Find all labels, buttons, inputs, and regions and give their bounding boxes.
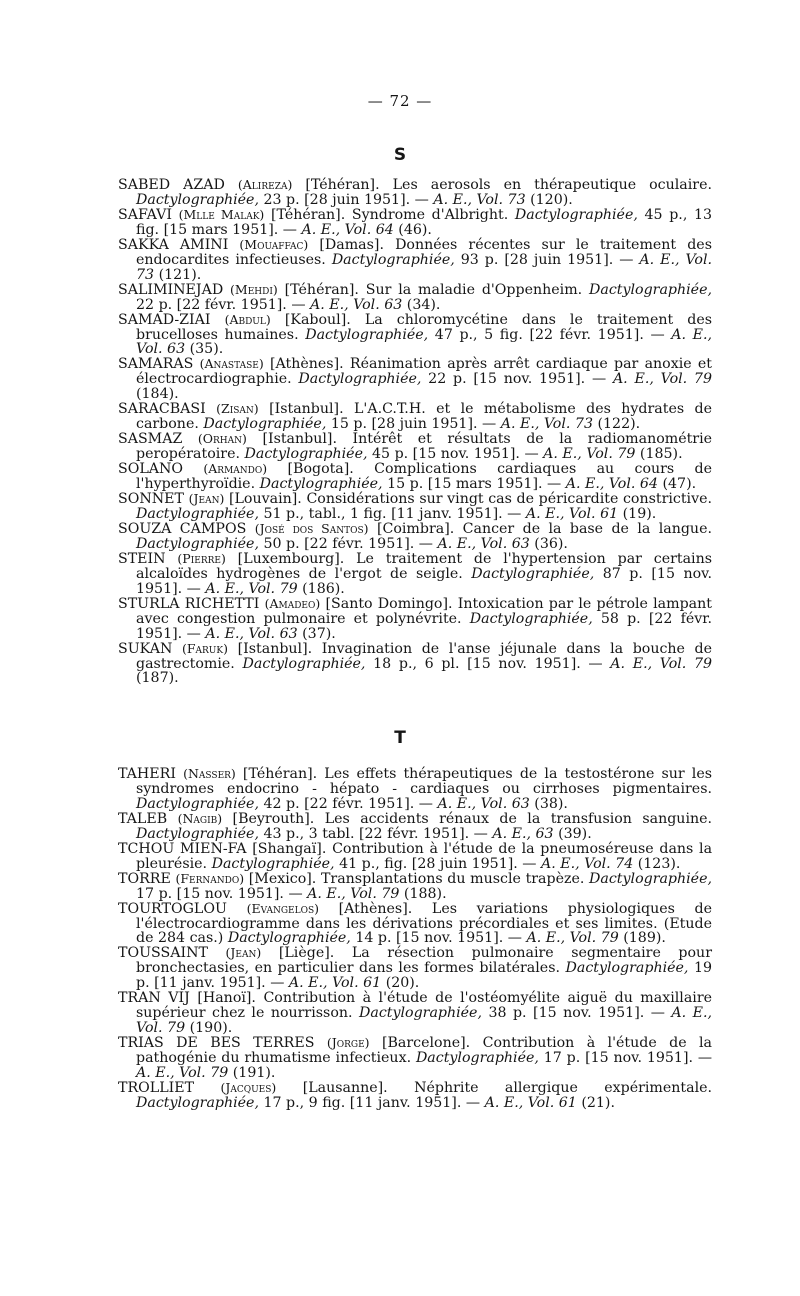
bibliography-entry	[118, 357, 712, 402]
entry-pub: 41 p., fig. [28 juin 1951]. —	[339, 855, 537, 872]
entry-journal: Dactylographiée,	[136, 535, 259, 552]
bibliography-entry	[118, 872, 712, 902]
entry-journal: Dactylographiée,	[211, 855, 335, 872]
entry-journal: Dactylographiée,	[136, 1094, 259, 1111]
entry-given: (Armando)	[203, 461, 268, 477]
entry-journal: Dactylographiée,	[242, 655, 366, 672]
entry-ref: A. E., Vol. 61	[288, 975, 382, 992]
entry-pub: 58 p. [22 févr. 1951]. —	[136, 610, 713, 642]
entry-given: (Fernando)	[175, 870, 245, 886]
entry-place: [Liège].	[278, 945, 335, 962]
entry-num: (34).	[406, 296, 441, 313]
entry-desc: Syndrome d'Albright.	[351, 206, 509, 223]
entry-num: (37).	[302, 625, 336, 642]
entry-ref: A. E., Vol. 79	[612, 371, 712, 388]
entry-desc: Intoxication par le pétrole lampant avec congestion pulmonaire et polynévrite.	[136, 595, 712, 627]
entry-list-t	[118, 767, 712, 1111]
entry-num: (20).	[385, 975, 420, 992]
entry-journal: Dactylographiée,	[469, 610, 593, 627]
entry-place: [Téhéran].	[242, 766, 318, 782]
entry-num: (186).	[302, 580, 345, 597]
entry-desc: Invagination de l'anse jéjunale dans la bouche de gastrectomie.	[136, 640, 713, 672]
entry-desc: Le traitement de l'hypertension par certains alcaloïdes hydrogènes de l'ergot de seigle.	[136, 550, 713, 582]
bibliography-entry	[118, 522, 712, 552]
entry-given: (Mehdi)	[230, 281, 278, 297]
entry-pub: 15 p. [15 mars 1951]. —	[387, 476, 562, 493]
entry-place: [Santo Domingo].	[325, 595, 453, 612]
entry-journal: Dactylographiée,	[227, 930, 351, 947]
entry-pub: 18 p., 6 pl. [15 nov. 1951]. —	[373, 655, 603, 672]
entry-name: SAMAD-ZIAI	[118, 311, 211, 328]
entry-ref: A. E., Vol. 79	[136, 1065, 229, 1082]
entry-ref: A. E., Vol. 61	[525, 505, 619, 522]
section-letter-t: T	[394, 728, 406, 748]
bibliography-entry	[118, 178, 712, 208]
entry-ref: A. E., Vol. 73	[136, 251, 713, 283]
entry-pub: 45 p. [15 nov. 1951]. —	[372, 446, 539, 463]
entry-place: [Beyrouth].	[232, 810, 315, 827]
entry-place: [Téhéran].	[305, 177, 380, 193]
entry-given: (Faruk)	[181, 640, 228, 656]
bibliography-entry	[118, 842, 712, 872]
entry-place: [Luxembourg].	[237, 550, 345, 567]
entry-desc: Cancer de la base de la langue.	[462, 520, 712, 537]
bibliography-entry	[118, 238, 712, 283]
entry-journal: Dactylographiée,	[471, 565, 595, 582]
bibliography-entry	[118, 812, 712, 842]
entry-given: (José dos Santos)	[254, 520, 369, 536]
entry-journal: Dactylographiée,	[298, 371, 422, 388]
entry-pub: 87 p. [15 nov. 1951]. —	[136, 565, 712, 597]
entry-name: SOUZA CAMPOS	[118, 520, 247, 537]
entry-name: SAKKA AMINI	[118, 236, 229, 253]
entry-num: (121).	[158, 266, 202, 283]
entry-place: [Istanbul].	[237, 640, 313, 657]
entry-name: SUKAN	[118, 640, 173, 657]
entry-place: [Téhéran].	[270, 206, 346, 223]
entry-journal: Dactylographiée,	[136, 505, 259, 522]
entry-journal: Dactylographiée,	[305, 326, 429, 343]
entry-place: [Lausanne].	[302, 1080, 388, 1097]
entry-given: (Orhan)	[197, 431, 247, 447]
entry-num: (39).	[558, 825, 592, 842]
entry-name: TCHOU MIEN-FA	[118, 840, 247, 857]
entry-name: TORRE	[118, 870, 171, 887]
entry-ref: A. E., Vol. 63	[310, 296, 403, 313]
entry-desc: Considérations sur vingt cas de péricardite constrictive.	[306, 491, 712, 508]
entry-desc: Contribution à l'étude de l'ostéomyélite aiguë du maxillaire supérieur chez le nourrisson.	[136, 990, 713, 1022]
entry-num: (187).	[136, 670, 179, 687]
entry-desc: La résection pulmonaire segmentaire pour bronchectasies, en particulier dans les formes bilatérales.	[136, 945, 712, 977]
entry-journal: Dactylographiée,	[589, 870, 712, 887]
entry-given: (Amadeo)	[264, 595, 321, 611]
entry-name: SOLANO	[118, 461, 184, 478]
bibliography-entry	[118, 462, 712, 492]
entry-journal: Dactylographiée,	[244, 446, 368, 463]
entry-given: (Pierre)	[177, 550, 226, 566]
entry-given: (Jean)	[225, 945, 262, 961]
entry-pub: 23 p. [28 juin 1951]. —	[263, 191, 429, 208]
bibliography-entry	[118, 283, 712, 313]
entry-journal: Dactylographiée,	[136, 191, 259, 208]
entry-name: TOUSSAINT	[118, 945, 208, 962]
entry-given: (Evangelos)	[246, 900, 319, 916]
entry-given: (Alireza)	[237, 177, 293, 192]
entry-ref: A. E., 63	[492, 825, 554, 842]
entry-journal: Dactylographiée,	[203, 416, 327, 433]
entry-num: (38).	[534, 795, 568, 812]
entry-num: (190).	[189, 1020, 233, 1037]
entry-name: SAFAVI	[118, 206, 172, 223]
entry-num: (188).	[403, 885, 447, 902]
entry-given: (Jean)	[188, 491, 225, 507]
bibliography-entry	[118, 492, 712, 522]
entry-desc: Intérêt et résultats de la radiomanométrie peropératoire.	[136, 431, 713, 463]
bibliography-entry	[118, 313, 712, 358]
entry-num: (185).	[639, 446, 683, 463]
entry-given: (Mouaffac)	[239, 236, 309, 252]
entry-desc: Les effets thérapeutiques de la testostérone sur les syndromes endocrino - hépato - cardiaques ou cirrhoses pigmentaires.	[136, 766, 713, 797]
bibliography-entry	[118, 208, 712, 238]
entry-pub: 47 p., 5 fig. [22 févr. 1951]. —	[434, 326, 665, 343]
entry-num: (191).	[232, 1065, 276, 1082]
entry-list-s	[118, 178, 712, 686]
bibliography-entry	[118, 432, 712, 462]
bibliography-entry	[118, 597, 712, 642]
entry-num: (184).	[136, 386, 179, 403]
entry-given: (Nasser)	[183, 766, 236, 781]
entry-journal: Dactylographiée,	[514, 206, 638, 223]
entry-place: [Istanbul].	[262, 431, 337, 448]
entry-pub: 15 p. [28 juin 1951]. —	[330, 416, 497, 433]
entry-journal: Dactylographiée,	[259, 476, 383, 493]
entry-pub: 38 p. [15 nov. 1951]. —	[488, 1005, 665, 1022]
entry-desc: Données récentes sur le traitement des endocardites infectieuses.	[136, 236, 712, 268]
entry-ref: A. E., Vol. 79	[610, 655, 713, 672]
entry-name: SASMAZ	[118, 431, 183, 448]
entry-name: STURLA RICHETTI	[118, 595, 260, 612]
entry-journal: Dactylographiée,	[415, 1050, 539, 1067]
entry-ref: A. E., Vol. 79	[543, 446, 636, 463]
bibliography-entry	[118, 1081, 712, 1111]
entry-pub: 22 p. [22 févr. 1951]. —	[136, 296, 306, 313]
entry-place: [Istanbul].	[269, 401, 344, 418]
bibliography-entry	[118, 767, 712, 812]
bibliography-entry	[118, 946, 712, 991]
entry-journal: Dactylographiée,	[565, 960, 689, 977]
entry-desc: Transplantations du muscle trapèze.	[320, 870, 585, 887]
bibliography-entry	[118, 1036, 712, 1081]
entry-num: (120).	[530, 191, 573, 208]
entry-ref: A. E., Vol. 64	[301, 221, 394, 238]
entry-name: TALEB	[118, 810, 168, 827]
entry-desc: Sur la maladie d'Oppenheim.	[365, 281, 583, 298]
entry-place: [Shangaï].	[252, 840, 327, 857]
entry-desc: Les aerosols en thérapeutique oculaire.	[392, 177, 712, 193]
entry-ref: A. E., Vol. 74	[540, 855, 634, 872]
entry-desc: Contribution à l'étude de la pneumoséreuse dans la pleurésie.	[136, 840, 713, 872]
entry-ref: A. E., Vol. 63	[136, 326, 713, 358]
page-number: — 72 —	[367, 92, 433, 110]
entry-journal: Dactylographiée,	[136, 825, 259, 842]
section-letter-s: S	[393, 145, 407, 165]
entry-place: [Hanoï].	[197, 990, 256, 1007]
entry-place: [Bogota].	[287, 461, 354, 478]
entry-num: (122).	[597, 416, 641, 433]
entry-ref: A. E., Vol. 63	[205, 625, 298, 642]
entry-pub: 17 p. [15 nov. 1951]. —	[136, 885, 303, 902]
entry-ref: A. E., Vol. 73	[500, 416, 593, 433]
entry-name: SALIMINEJAD	[118, 281, 224, 298]
entry-desc: L'A.C.T.H. et le métabolisme des hydrates de carbone.	[136, 401, 712, 433]
entry-journal: Dactylographiée,	[136, 795, 259, 812]
entry-pub: 22 p. [15 nov. 1951]. —	[428, 371, 607, 388]
entry-pub: 42 p. [22 févr. 1951]. —	[263, 795, 433, 812]
entry-num: (35).	[189, 341, 224, 358]
entry-ref: A. E., Vol. 63	[437, 795, 530, 812]
entry-place: [Téhéran].	[284, 281, 359, 298]
entry-pub: 45 p., 13 fig. [15 mars 1951]. —	[136, 206, 713, 238]
entry-name: TROLLIET	[118, 1080, 195, 1097]
bibliography-entry	[118, 642, 712, 687]
entry-given: (Abdul)	[224, 311, 271, 327]
entry-given: (Anastase)	[199, 356, 264, 372]
entry-name: SONNET	[118, 491, 184, 508]
entry-ref: A. E., Vol. 64	[565, 476, 658, 493]
entry-place: [Athènes].	[270, 356, 344, 373]
entry-num: (21).	[581, 1094, 615, 1111]
entry-name: TRAN VIJ	[118, 990, 190, 1007]
entry-given: (Zisan)	[216, 401, 259, 417]
bibliography-entry	[118, 902, 712, 947]
entry-place: [Barcelone].	[381, 1035, 471, 1052]
entry-pub: 17 p. [15 nov. 1951]. —	[543, 1050, 713, 1067]
entry-ref: A. E., Vol. 61	[484, 1094, 577, 1111]
entry-desc: Complications cardiaques au cours de l'hyperthyroïdie.	[136, 461, 712, 493]
bibliography-entry	[118, 991, 712, 1036]
entry-pub: 17 p., 9 fig. [11 janv. 1951]. —	[263, 1094, 481, 1111]
bibliography-entry	[118, 552, 712, 597]
entry-ref: A. E., Vol. 79	[136, 1005, 713, 1037]
entry-given: (Mlle Malak)	[178, 206, 265, 222]
bibliography-entry	[118, 402, 712, 432]
entry-place: [Louvain].	[228, 491, 302, 508]
entry-name: SARACBASI	[118, 401, 206, 418]
entry-desc: Réanimation après arrêt cardiaque par anoxie et électrocardiographie.	[136, 356, 712, 388]
entry-num: (19).	[622, 505, 657, 522]
entry-ref: A. E., Vol. 63	[437, 535, 530, 552]
entry-pub: 51 p., tabl., 1 fig. [11 janv. 1951]. —	[263, 505, 522, 522]
entry-place: [Coimbra].	[376, 520, 455, 537]
entry-num: (189).	[623, 930, 666, 947]
entry-num: (46).	[398, 221, 432, 238]
entry-journal: Dactylographiée,	[359, 1005, 482, 1022]
entry-place: [Kaboul].	[284, 311, 351, 328]
entry-desc: Contribution à l'étude de la pathogénie du rhumatisme infectieux.	[136, 1035, 713, 1067]
entry-given: (Jacques)	[220, 1080, 277, 1096]
entry-name: TRIAS DE BES TERRES	[118, 1035, 315, 1052]
entry-ref: A. E., Vol. 79	[526, 930, 619, 947]
entry-desc: La chloromycétine dans le traitement des brucelloses humaines.	[136, 311, 713, 343]
entry-num: (123).	[637, 855, 681, 872]
entry-place: [Athènes].	[338, 900, 413, 917]
entry-name: SAMARAS	[118, 356, 194, 373]
entry-name: TOURTOGLOU	[118, 900, 227, 917]
entry-ref: A. E., Vol. 79	[307, 885, 400, 902]
entry-num: (47).	[662, 476, 697, 493]
entry-pub: 50 p. [22 févr. 1951]. —	[263, 535, 433, 552]
entry-ref: A. E., Vol. 73	[433, 191, 526, 208]
entry-pub: 14 p. [15 nov. 1951]. —	[355, 930, 522, 947]
entry-desc: Les variations physiologiques de l'électrocardiogramme dans les dérivations précordiales et ses limites. (Etude de 284 cas.)	[136, 900, 713, 947]
entry-given: (Nagib)	[177, 810, 223, 826]
entry-ref: A. E., Vol. 79	[205, 580, 298, 597]
entry-desc: Néphrite allergique expérimentale.	[414, 1080, 713, 1097]
entry-pub: 43 p., 3 tabl. [22 févr. 1951]. —	[263, 825, 488, 842]
entry-pub: 19 p. [11 janv. 1951]. —	[136, 960, 712, 992]
entry-pub: 93 p. [28 juin 1951]. —	[460, 251, 634, 268]
entry-num: (36).	[534, 535, 568, 552]
entry-place: [Damas].	[319, 236, 384, 253]
entry-place: [Mexico].	[248, 870, 317, 887]
entry-journal: Dactylographiée,	[331, 251, 455, 268]
entry-journal: Dactylographiée,	[589, 281, 712, 298]
entry-name: SABED AZAD	[118, 177, 225, 193]
entry-name: STEIN	[118, 550, 166, 567]
entry-given: (Jorge)	[326, 1035, 370, 1051]
entry-desc: Les accidents rénaux de la transfusion sanguine.	[324, 810, 713, 827]
entry-name: TAHERI	[118, 766, 176, 782]
